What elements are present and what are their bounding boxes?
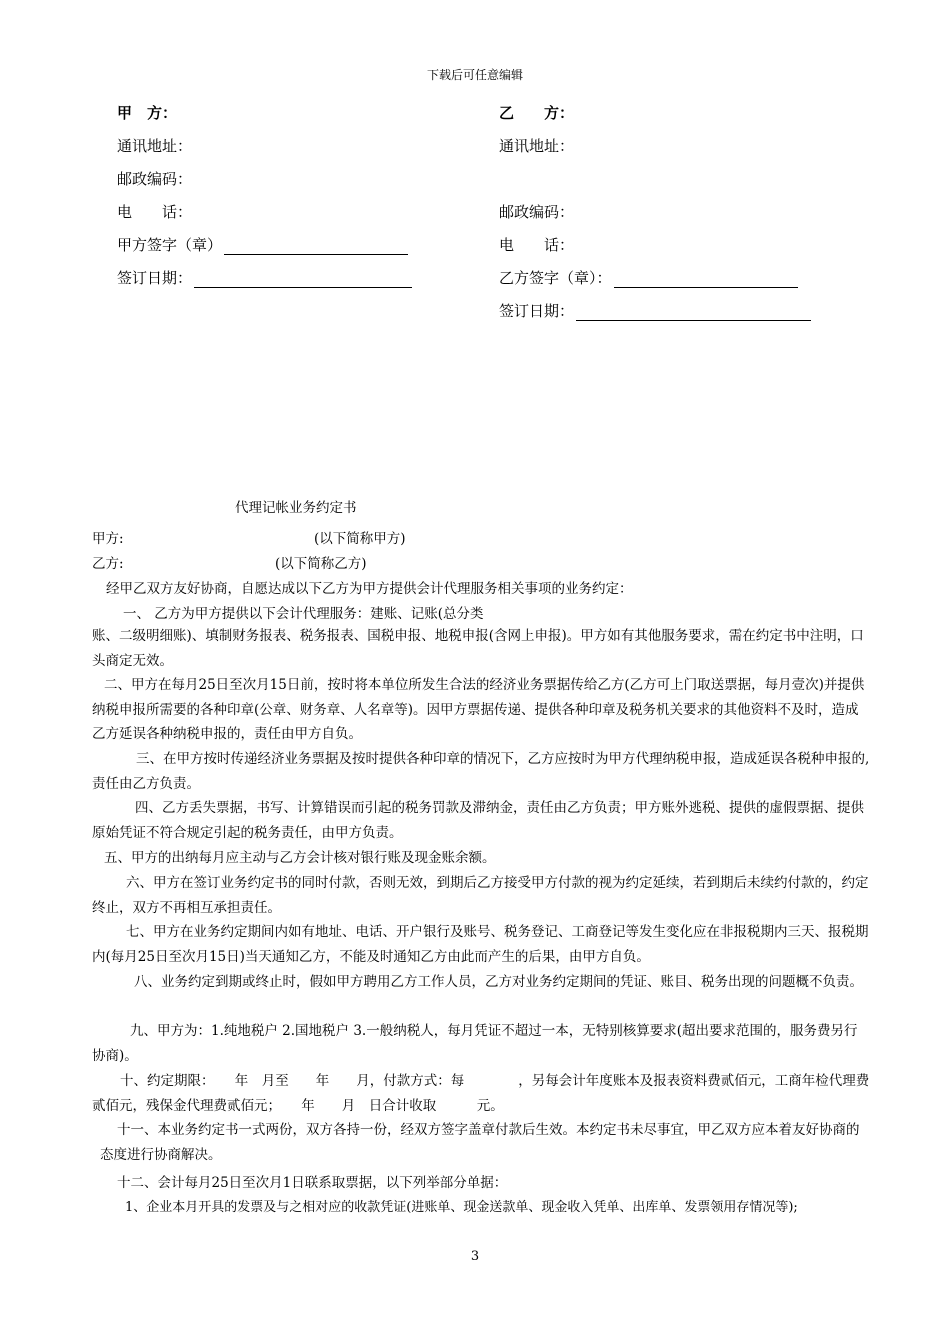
clause-9: 九、甲方为：1.纯地税户 2.国地税户 3.一般纳税人，每月凭证不超过一本，无特别核算要求(超出要求范围的，服务费另行协商)。 — [92, 1023, 858, 1064]
clause-5: 五、甲方的出纳每月应主动与乙方会计核对银行账及现金账余额。 — [104, 850, 496, 866]
party-b-sign-label: 乙方签字（章）： — [499, 269, 612, 287]
clause-3: 三、在甲方按时传递经济业务票据及按时提供各种印章的情况下，乙方应按时为甲方代理纳税申报，造成延误各税种申报的, 责任由乙方负责。 — [92, 751, 870, 792]
contract-party-b-note: (以下简称乙方) — [275, 556, 367, 572]
header-note: 下载后可任意编辑 — [426, 68, 523, 82]
contract-party-b-label: 乙方: — [92, 556, 124, 572]
party-b-title: 乙 方： — [499, 104, 575, 122]
party-a-sign-row — [117, 234, 408, 255]
clause-12-item-1: 1、企业本月开具的发票及与之相对应的收款凭证(进账单、现金送款单、现金收入凭单、出库单、发票领用存情况等); — [125, 1200, 798, 1215]
party-b-address-label: 通讯地址： — [499, 137, 575, 155]
party-a-sign-line[interactable] — [224, 239, 408, 255]
party-b-sign-line[interactable] — [614, 272, 798, 288]
party-b-date-row — [499, 300, 811, 321]
clause-8: 八、业务约定到期或终止时，假如甲方聘用乙方工作人员，乙方对业务约定期间的凭证、账目、税务出现的问题概不负责。 — [134, 974, 863, 990]
party-a-sign-label: 甲方签字（章） — [117, 236, 223, 254]
contract-title: 代理记帐业务约定书 — [235, 500, 357, 516]
party-b-date-label: 签订日期： — [499, 302, 575, 320]
party-a-date-label: 签订日期： — [117, 269, 193, 287]
clause-6: 六、甲方在签订业务约定书的同时付款，否则无效，到期后乙方接受甲方付款的视为约定延续，若到期后未续约付款的，约定终止，双方不再相互承担责任。 — [92, 875, 869, 916]
party-b-postal-label: 邮政编码： — [499, 203, 575, 221]
clause-11: 十一、本业务约定书一式两份，双方各持一份，经双方签字盖章付款后生效。本约定书未尽事宜，甲乙双方应本着友好协商的态度进行协商解决。 — [100, 1122, 860, 1163]
page-number: 3 — [470, 1249, 480, 1264]
clause-2: 二、甲方在每月25日至次月15日前，按时将本单位所发生合法的经济业务票据传给乙方(乙方可上门取送票据，每月壹次)并提供纳税申报所需要的各种印章(公章、财务章、人名章等)。因甲方票据传递、提供各种印章及税务机关要求的其他资料不及时，造成乙方延误各种纳税申报的，责任由甲方自负。 — [92, 677, 865, 742]
party-b-sign-row — [499, 267, 798, 288]
party-a-address-label: 通讯地址： — [117, 137, 193, 155]
contract-intro: 经甲乙双方友好协商，自愿达成以下乙方为甲方提供会计代理服务相关事项的业务约定： — [106, 581, 633, 597]
clause-10: 十、约定期限： 年 月至 年 月，付款方式：每 ，另每会计年度账本及报表资料费贰佰元，工商年检代理费贰佰元，残保金代理费贰佰元； 年 月 日合计收取 元。 — [92, 1073, 870, 1114]
party-a-date-row — [117, 267, 412, 288]
clause-12: 十二、会计每月25日至次月1日联系取票据，以下列举部分单据： — [117, 1175, 508, 1191]
clause-4: 四、乙方丢失票据，书写、计算错误而引起的税务罚款及滞纳金，责任由乙方负责；甲方账外逃税、提供的虚假票据、提供原始凭证不符合规定引起的税务责任，由甲方负责。 — [92, 800, 864, 841]
clause-1-rest: 账、二级明细账)、填制财务报表、税务报表、国税申报、地税申报(含网上申报)。甲方如有其他服务要求，需在约定书中注明，口头商定无效。 — [92, 628, 864, 669]
clause-1-first-line: 一、 乙方为甲方提供以下会计代理服务：建账、记账(总分类 — [123, 606, 484, 622]
clause-7: 七、甲方在业务约定期间内如有地址、电话、开户银行及账号、税务登记、工商登记等发生变化应在非报税期内三天、报税期内(每月25日至次月15日)当天通知乙方，不能及时通知乙方由此而产生的后果，由甲方自负。 — [92, 924, 869, 965]
party-a-phone-label: 电 话： — [117, 203, 193, 221]
party-b-phone-label: 电 话： — [499, 236, 575, 254]
contract-party-a-note: (以下简称甲方) — [314, 531, 406, 547]
party-b-date-line[interactable] — [576, 305, 811, 321]
party-a-postal-label: 邮政编码： — [117, 170, 193, 188]
party-a-title: 甲 方： — [117, 104, 178, 122]
contract-party-a-label: 甲方: — [92, 531, 124, 547]
party-a-date-line[interactable] — [194, 272, 412, 288]
